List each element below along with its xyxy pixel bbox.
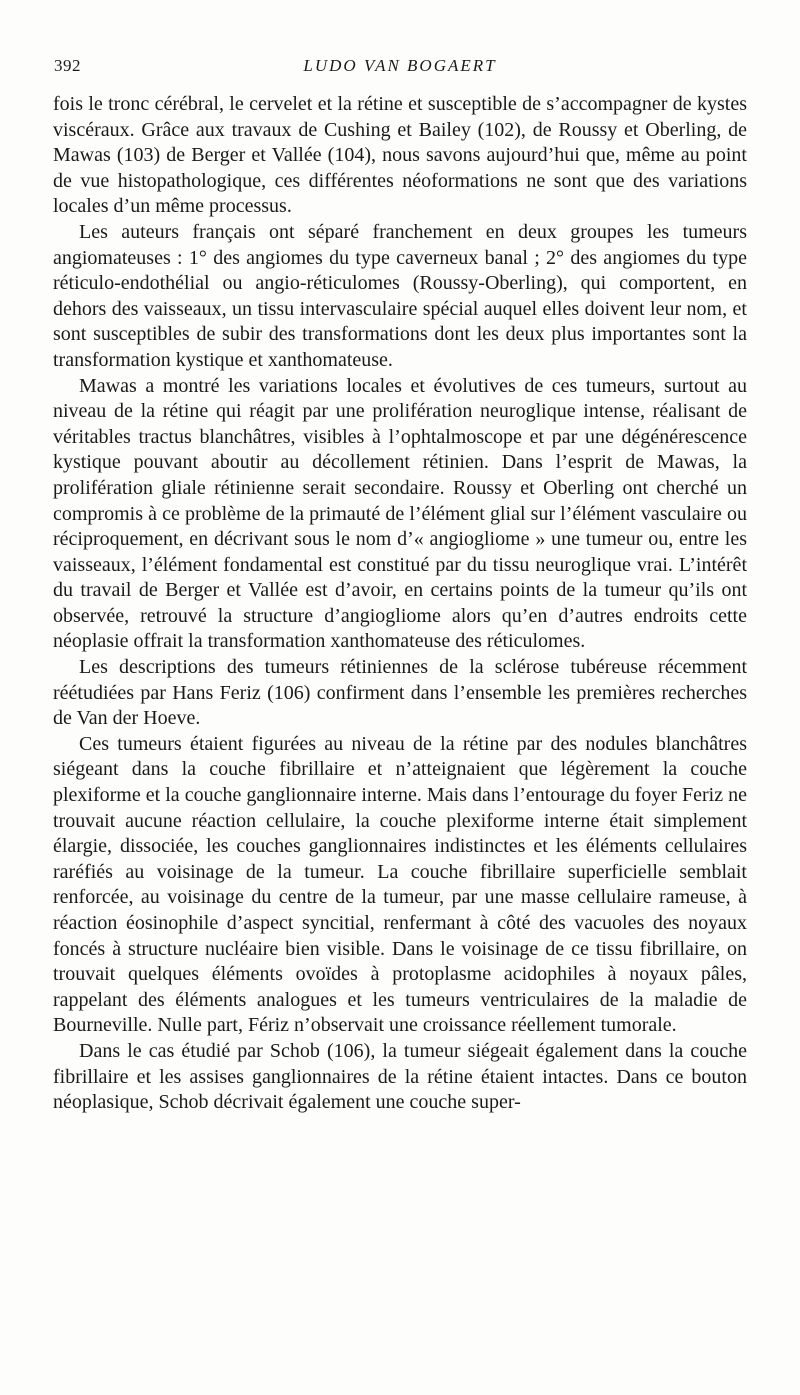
paragraph: Mawas a montré les variations locales et évolutives de ces tumeurs, surtout au niveau de la rétine qui réagit par une prolifération neuroglique intense, réalisant de véritables tractus blanchâtres, visibles à l’ophtalmoscope et par une dégénérescence kystique pouvant aboutir au décollement rétinien. Dans l’esprit de Mawas, la prolifération gliale rétinienne serait secondaire. Roussy et Oberling ont cherché un compromis à ce problème de la primauté de l’élément glial sur l’élément vasculaire ou réciproquement, en décrivant sous le nom d’« angiogliome » une tumeur ou, entre les vaisseaux, l’élément fondamental est constitué par du tissu neuroglique vrai. L’intérêt du travail de Berger et Vallée est d’avoir, en certains points de la tumeur qu’ils ont observée, retrouvé la structure d’angiogliome alors qu’en d’autres endroits cette néoplasie offrait la transformation xanthomateuse des réticulomes. — [53, 374, 747, 653]
paragraph: Les auteurs français ont séparé franchement en deux groupes les tumeurs angiomateuses : 1° des angiomes du type caverneux banal ; 2° des angiomes du type réticulo-endothélial ou angio-réticulomes (Roussy-Oberling), qui comportent, en dehors des vaisseaux, un tissu intervasculaire spécial auquel elles doivent leur nom, et sont susceptibles de subir des transformations dont les deux plus importantes sont la transformation kystique et xanthomateuse. — [53, 220, 747, 371]
page-header — [54, 56, 746, 82]
paragraph: fois le tronc cérébral, le cervelet et la rétine et susceptible de s’accompagner de kystes viscéraux. Grâce aux travaux de Cushing et Bailey (102), de Roussy et Oberling, de Mawas (103) de Berger et Vallée (104), nous savons aujourd’hui que, même au point de vue histopathologique, ces différentes néoformations ne sont que des variations locales d’un même processus. — [53, 93, 747, 218]
paragraph: Ces tumeurs étaient figurées au niveau de la rétine par des nodules blanchâtres siégeant dans la couche fibrillaire et n’atteignaient que légèrement la couche plexiforme et la couche ganglionnaire interne. Mais dans l’entourage du foyer Feriz ne trouvait aucune réaction cellulaire, la couche plexiforme interne était simplement élargie, dissociée, les couches ganglionnaires indistinctes et les éléments cellulaires raréfiés au voisinage de la tumeur. La couche fibrillaire superficielle semblait renforcée, au voisinage du centre de la tumeur, par une masse cellulaire rameuse, à réaction éosinophile d’aspect syncitial, renfermant à côté des vacuoles des noyaux foncés à structure nucléaire bien visible. Dans le voisinage de ce tissu fibrillaire, on trouvait quelques éléments ovoïdes à protoplasme acidophiles à noyaux pâles, rappelant des éléments analogues et les tumeurs ventriculaires de la maladie de Bourneville. Nulle part, Fériz n’observait une croissance réellement tumorale. — [53, 732, 747, 1037]
running-head: LUDO VAN BOGAERT — [303, 56, 497, 75]
body-text — [53, 92, 747, 1116]
paragraph: Dans le cas étudié par Schob (106), la tumeur siégeait également dans la couche fibrillaire et les assises ganglionnaires de la rétine étaient intactes. Dans ce bouton néoplasique, Schob décrivait également une couche super- — [53, 1039, 747, 1114]
paragraph: Les descriptions des tumeurs rétiniennes de la sclérose tubéreuse récemment réétudiées par Hans Feriz (106) confirment dans l’ensemble les premières recherches de Van der Hoeve. — [53, 656, 747, 730]
page-number: 392 — [54, 56, 81, 75]
